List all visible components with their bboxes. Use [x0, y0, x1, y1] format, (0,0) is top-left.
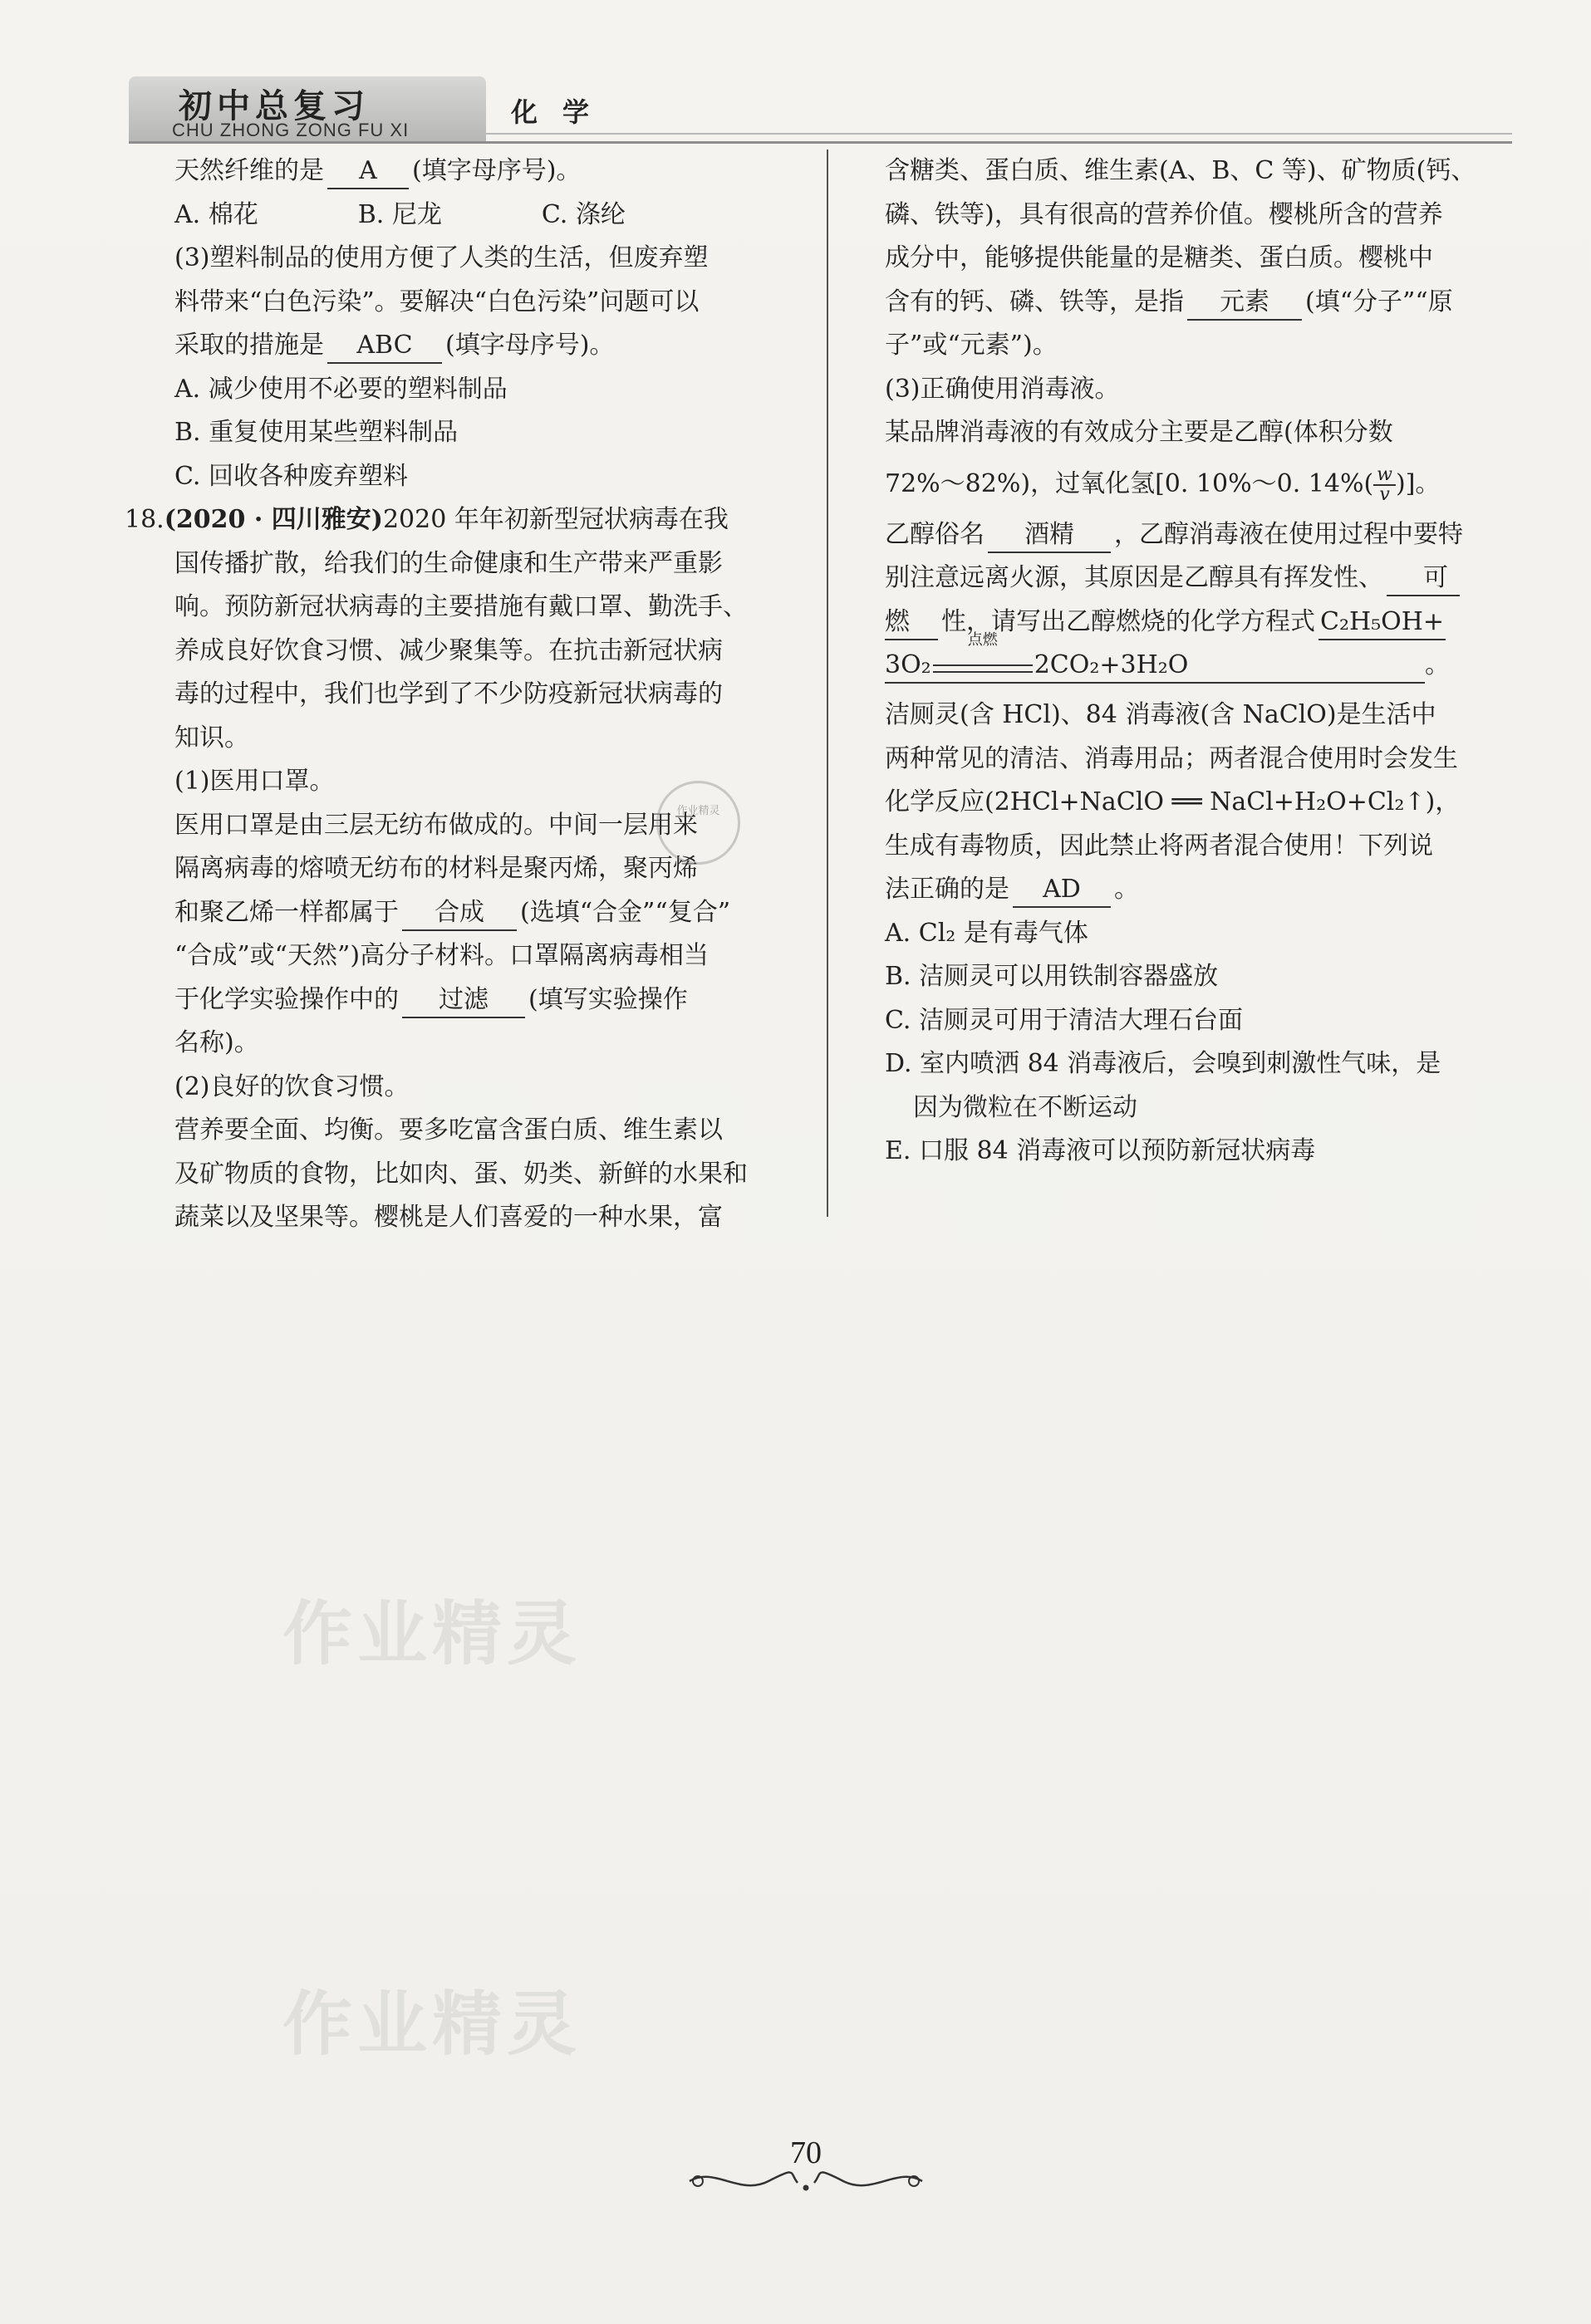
stamp-text: 作业精灵 — [676, 805, 720, 817]
text-line: 营养要全面、均衡。要多吃富含蛋白质、维生素以 — [174, 1115, 723, 1145]
text: (填“分子”“原 — [1305, 287, 1453, 316]
condition-label: 点燃 — [967, 631, 998, 649]
header-subject: 化学 — [511, 96, 615, 128]
answer-blank: 可 — [1387, 561, 1460, 596]
text: 。 — [1425, 650, 1450, 679]
fraction-numerator: w — [1373, 466, 1396, 486]
text-line — [174, 150, 806, 194]
option-d: D. 室内喷洒 84 消毒液后，会嗅到刺激性气味，是 — [885, 1049, 1441, 1078]
option-row — [174, 194, 806, 238]
question-source: (2020 · 四川雅安) — [164, 505, 383, 534]
option-d-continued: 因为微粒在不断运动 — [913, 1092, 1137, 1122]
equation-line — [885, 631, 1520, 694]
text: 别注意远离火源，其原因是乙醇具有挥发性、 — [885, 563, 1383, 592]
text: 法正确的是 — [885, 875, 1009, 904]
answer-blank: 过滤 — [402, 983, 525, 1018]
option-c: C. 回收各种废弃塑料 — [174, 461, 408, 491]
text-line: 知识。 — [174, 723, 249, 753]
answer-blank: AD — [1013, 873, 1111, 908]
page-footer — [681, 2135, 931, 2201]
text-line: 含糖类、蛋白质、维生素(A、B、C 等)、矿物质(钙、 — [885, 156, 1476, 185]
subquestion-title: (1)医用口罩。 — [174, 767, 335, 796]
option-c: C. 涤纶 — [541, 199, 626, 229]
text-line: 子”或“元素”)。 — [885, 331, 1058, 360]
text-line: 成分中，能够提供能量的是糖类、蛋白质。樱桃中 — [885, 243, 1433, 272]
page-header — [129, 76, 1512, 143]
watermark-text: 作业精灵 — [282, 1593, 582, 1674]
double-line — [933, 664, 1033, 673]
subquestion-title: (3)正确使用消毒液。 — [885, 374, 1120, 404]
text: (填字母序号)。 — [412, 156, 582, 185]
right-column — [885, 150, 1520, 1174]
text-line — [885, 455, 1520, 513]
page-number: 70 — [790, 2135, 822, 2170]
text-line: 国传播扩散，给我们的生命健康和生产带来严重影 — [174, 548, 723, 578]
text-line: 及矿物质的食物，比如肉、蛋、奶类、新鲜的水果和 — [174, 1159, 748, 1189]
text: 和聚乙烯一样都属于 — [174, 897, 399, 927]
equation-lhs: 3O₂ — [885, 650, 931, 679]
option-a: A. 棉花 — [174, 199, 258, 229]
option-a: A. 减少使用不必要的塑料制品 — [174, 374, 508, 404]
text-line: “合成”或“天然”)高分子材料。口罩隔离病毒相当 — [174, 941, 710, 970]
text-line — [885, 281, 1520, 325]
text-line: 化学反应(2HCl+NaClO ══ NaCl+H₂O+Cl₂↑)， — [885, 787, 1461, 816]
text: (填写实验操作 — [528, 984, 688, 1014]
text: ，乙醇消毒液在使用过程中要特 — [1114, 519, 1463, 549]
equation-rhs: 2CO₂+3H₂O — [1034, 650, 1189, 679]
header-title: 初中总复习 — [179, 87, 370, 125]
text-line: 名称)。 — [174, 1028, 259, 1057]
text: )]。 — [1396, 468, 1441, 498]
header-title-box — [129, 76, 486, 143]
text-line — [885, 868, 1520, 912]
text-line — [174, 891, 806, 935]
text-line: 磷、铁等)，具有很高的营养价值。樱桃所含的营养 — [885, 199, 1443, 229]
answer-blank: 酒精 — [988, 518, 1111, 553]
option-a: A. Cl₂ 是有毒气体 — [885, 918, 1088, 948]
text-line — [174, 324, 806, 368]
text-line: (3)塑料制品的使用方便了人类的生活，但废弃塑 — [174, 243, 709, 272]
text: 天然纤维的是 — [174, 156, 324, 185]
text-line: 两种常见的清洁、消毒用品；两者混合使用时会发生 — [885, 743, 1458, 773]
text-line: 洁厕灵(含 HCl)、84 消毒液(含 NaClO)是生活中 — [885, 700, 1436, 729]
question-18-line — [125, 498, 806, 542]
column-divider — [827, 150, 828, 1217]
text-line: 某品牌消毒液的有效成分主要是乙醇(体积分数 — [885, 418, 1393, 447]
header-rule — [129, 141, 1512, 144]
text-line: 医用口罩是由三层无纺布做成的。中间一层用来 — [174, 810, 698, 840]
text: 采取的措施是 — [174, 331, 324, 360]
text: 含有的钙、磷、铁等，是指 — [885, 287, 1184, 316]
footer-ornament-icon — [681, 2163, 931, 2199]
answer-blank: 元素 — [1187, 286, 1302, 321]
text-line: 料带来“白色污染”。要解决“白色污染”问题可以 — [174, 287, 700, 316]
text: (选填“合金”“复合” — [520, 897, 731, 927]
text-line: 响。预防新冠状病毒的主要措施有戴口罩、勤洗手、 — [174, 592, 748, 621]
text: 72%～82%)，过氧化氢[0. 10%～0. 14%( — [885, 468, 1374, 498]
answer-blank: C₂H₅OH+ — [1318, 606, 1446, 640]
header-rule-thin — [486, 133, 1512, 135]
text: 性，请写出乙醇燃烧的化学方程式 — [941, 606, 1315, 636]
header-pinyin: CHU ZHONG ZONG FU XI — [172, 120, 410, 140]
text-line: 蔬菜以及坚果等。樱桃是人们喜爱的一种水果，富 — [174, 1203, 723, 1232]
option-b: B. 尼龙 — [357, 199, 442, 229]
text: 乙醇俗名 — [885, 519, 985, 549]
text-line — [174, 978, 806, 1022]
text-line: 生成有毒物质，因此禁止将两者混合使用！下列说 — [885, 831, 1433, 860]
text-line: 毒的过程中，我们也学到了不少防疫新冠状病毒的 — [174, 679, 723, 708]
answer-blank — [885, 631, 1425, 684]
subquestion-title: (2)良好的饮食习惯。 — [174, 1071, 410, 1101]
left-column — [125, 150, 806, 1240]
answer-blank: A — [327, 154, 409, 189]
question-number: 18. — [125, 505, 165, 534]
option-b: B. 重复使用某些塑料制品 — [174, 418, 459, 447]
text-line — [885, 556, 1520, 601]
fraction — [1373, 463, 1396, 505]
text: 于化学实验操作中的 — [174, 984, 399, 1014]
option-e: E. 口服 84 消毒液可以预防新冠状病毒 — [885, 1136, 1316, 1165]
text-line — [885, 513, 1520, 557]
text-line: 隔离病毒的熔喷无纺布的材料是聚丙烯，聚丙烯 — [174, 854, 698, 883]
fraction-denominator: v — [1379, 483, 1390, 505]
option-b: B. 洁厕灵可以用铁制容器盛放 — [885, 962, 1219, 991]
text: (填字母序号)。 — [445, 331, 615, 360]
text-line: 养成良好饮食习惯、减少聚集等。在抗击新冠状病 — [174, 635, 723, 665]
answer-blank: 燃 — [885, 606, 938, 640]
watermark-text: 作业精灵 — [282, 1983, 582, 2065]
text: 2020 年年初新型冠状病毒在我 — [382, 505, 729, 534]
text: 。 — [1114, 875, 1139, 904]
answer-blank: 合成 — [402, 896, 517, 931]
reaction-condition — [933, 631, 1033, 673]
option-c: C. 洁厕灵可用于清洁大理石台面 — [885, 1005, 1243, 1035]
watermark-stamp — [656, 781, 740, 865]
answer-blank: ABC — [327, 329, 442, 364]
